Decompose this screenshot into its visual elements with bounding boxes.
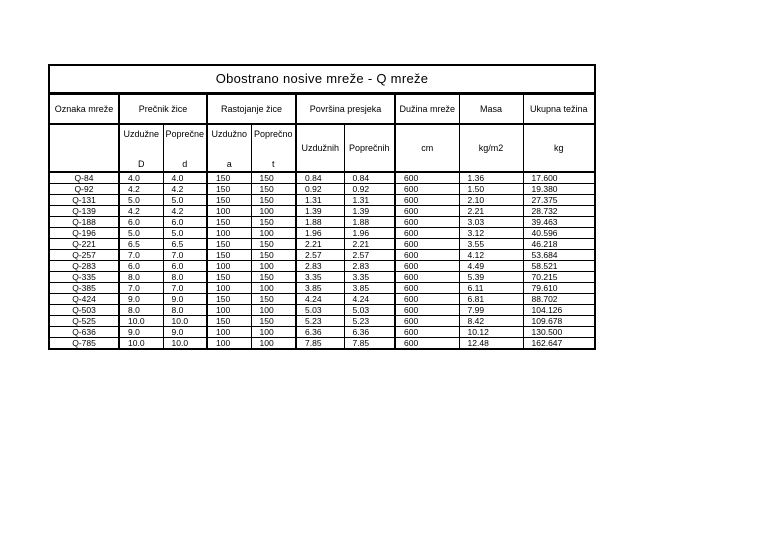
table-cell: 100 [207, 228, 251, 239]
table-cell: 150 [251, 316, 296, 327]
table-cell: 88.702 [523, 294, 594, 305]
table-row [50, 283, 594, 294]
table-cell: 7.85 [344, 338, 395, 349]
table-cell: 100 [207, 305, 251, 316]
table-cell: 130.500 [523, 327, 594, 338]
table-cell: 100 [207, 327, 251, 338]
table-cell: 5.03 [296, 305, 344, 316]
symbol-a: a [226, 159, 232, 169]
table-cell: 100 [207, 206, 251, 217]
table-cell: 2.57 [296, 250, 344, 261]
table-cell: Q-131 [50, 195, 119, 206]
mesh-table-sheet [48, 64, 596, 350]
table-cell: 10.0 [119, 316, 163, 327]
table-cell: 150 [207, 239, 251, 250]
table-cell: Q-188 [50, 217, 119, 228]
table-cell: 9.0 [119, 294, 163, 305]
table-cell: 7.0 [119, 283, 163, 294]
table-cell: 600 [395, 184, 459, 195]
subheader-duzina-unit: cm [395, 124, 459, 172]
table-cell: 12.48 [459, 338, 523, 349]
table-cell: 6.0 [163, 217, 207, 228]
label-uzduzno: Uzdužno [211, 129, 248, 139]
table-cell: 600 [395, 195, 459, 206]
table-cell: 6.0 [163, 261, 207, 272]
table-cell: 1.39 [296, 206, 344, 217]
table-cell: 4.49 [459, 261, 523, 272]
table-cell: 4.2 [163, 184, 207, 195]
table-title: Obostrano nosive mreže - Q mreže [50, 66, 594, 94]
table-cell: 150 [251, 217, 296, 228]
header-rastojanje: Rastojanje žice [207, 95, 296, 125]
table-cell: 7.0 [119, 250, 163, 261]
table-cell: 150 [207, 217, 251, 228]
table-cell: Q-257 [50, 250, 119, 261]
table-cell: 10.0 [119, 338, 163, 349]
table-cell: 58.521 [523, 261, 594, 272]
subheader-masa-unit: kg/m2 [459, 124, 523, 172]
table-cell: 600 [395, 338, 459, 349]
table-cell: 4.12 [459, 250, 523, 261]
table-row [50, 338, 594, 349]
table-cell: 40.596 [523, 228, 594, 239]
table-cell: 1.96 [344, 228, 395, 239]
table-cell: 600 [395, 217, 459, 228]
table-cell: 600 [395, 294, 459, 305]
table-cell: 150 [251, 239, 296, 250]
table-cell: 28.732 [523, 206, 594, 217]
table-cell: 4.2 [119, 184, 163, 195]
table-row [50, 239, 594, 250]
table-cell: 5.0 [119, 195, 163, 206]
table-cell: 8.0 [163, 305, 207, 316]
table-cell: 150 [207, 272, 251, 283]
table-cell: 104.126 [523, 305, 594, 316]
table-cell: 9.0 [119, 327, 163, 338]
table-cell: 2.21 [459, 206, 523, 217]
table-cell: 5.03 [344, 305, 395, 316]
table-cell: 600 [395, 261, 459, 272]
table-cell: 10.0 [163, 338, 207, 349]
table-cell: 3.03 [459, 217, 523, 228]
table-row [50, 195, 594, 206]
table-cell: 2.83 [296, 261, 344, 272]
table-cell: 150 [251, 184, 296, 195]
label-poprecne: Poprečne [165, 129, 205, 139]
table-cell: 1.96 [296, 228, 344, 239]
label-poprecno: Poprečno [254, 129, 293, 139]
table-cell: 7.0 [163, 250, 207, 261]
table-cell: 150 [251, 250, 296, 261]
table-cell: 150 [251, 272, 296, 283]
table-cell: 100 [251, 327, 296, 338]
table-cell: 6.5 [119, 239, 163, 250]
table-row [50, 228, 594, 239]
table-cell: 109.678 [523, 316, 594, 327]
subheader-rast-poprecno [251, 124, 296, 172]
table-row [50, 261, 594, 272]
table-cell: Q-424 [50, 294, 119, 305]
table-row [50, 217, 594, 228]
table-cell: 1.39 [344, 206, 395, 217]
table-cell: 150 [251, 195, 296, 206]
table-cell: 6.36 [296, 327, 344, 338]
table-cell: 600 [395, 316, 459, 327]
table-cell: 5.23 [344, 316, 395, 327]
table-cell: 0.92 [296, 184, 344, 195]
table-row [50, 305, 594, 316]
subheader-precnik-poprecne [163, 124, 207, 172]
table-cell: 9.0 [163, 327, 207, 338]
table-cell: 0.84 [344, 172, 395, 184]
table-cell: 19.380 [523, 184, 594, 195]
table-cell: 600 [395, 305, 459, 316]
table-cell: 17.600 [523, 172, 594, 184]
table-cell: 0.84 [296, 172, 344, 184]
table-cell: Q-503 [50, 305, 119, 316]
header-oznaka: Oznaka mreže [50, 95, 119, 125]
table-cell: 3.85 [296, 283, 344, 294]
table-cell: 4.0 [119, 172, 163, 184]
table-cell: 100 [251, 305, 296, 316]
table-row [50, 250, 594, 261]
table-cell: 3.85 [344, 283, 395, 294]
table-cell: Q-221 [50, 239, 119, 250]
table-cell: Q-785 [50, 338, 119, 349]
table-cell: 1.31 [344, 195, 395, 206]
table-row [50, 294, 594, 305]
table-row [50, 172, 594, 184]
table-cell: Q-283 [50, 261, 119, 272]
table-cell: 100 [251, 338, 296, 349]
table-cell: 150 [207, 195, 251, 206]
table-cell: 5.0 [119, 228, 163, 239]
table-row [50, 272, 594, 283]
table-cell: 2.83 [344, 261, 395, 272]
subheader-pov-poprecnih: Poprečnih [344, 124, 395, 172]
table-cell: 3.12 [459, 228, 523, 239]
table-cell: 39.463 [523, 217, 594, 228]
header-precnik: Prečnik žice [119, 95, 207, 125]
table-row [50, 184, 594, 195]
table-cell: 600 [395, 327, 459, 338]
table-cell: 100 [207, 338, 251, 349]
table-cell: 7.0 [163, 283, 207, 294]
table-cell: 79.610 [523, 283, 594, 294]
table-cell: 9.0 [163, 294, 207, 305]
table-cell: 150 [251, 172, 296, 184]
table-cell: 8.0 [119, 272, 163, 283]
table-cell: Q-335 [50, 272, 119, 283]
table-cell: 6.5 [163, 239, 207, 250]
table-cell: Q-636 [50, 327, 119, 338]
table-cell: Q-139 [50, 206, 119, 217]
table-cell: 5.39 [459, 272, 523, 283]
symbol-d: d [182, 159, 188, 169]
table-cell: 70.215 [523, 272, 594, 283]
table-cell: 8.42 [459, 316, 523, 327]
table-cell: 1.36 [459, 172, 523, 184]
table-cell: 100 [251, 206, 296, 217]
table-cell: 150 [207, 316, 251, 327]
table-cell: 100 [207, 261, 251, 272]
table-cell: 2.21 [344, 239, 395, 250]
table-cell: 150 [207, 172, 251, 184]
table-cell: 7.99 [459, 305, 523, 316]
subheader-tezina-unit: kg [523, 124, 594, 172]
mesh-table [50, 94, 594, 348]
table-cell: 600 [395, 239, 459, 250]
table-cell: 150 [207, 250, 251, 261]
table-cell: 3.55 [459, 239, 523, 250]
header-row [50, 95, 594, 125]
table-cell: 10.0 [163, 316, 207, 327]
table-cell: Q-92 [50, 184, 119, 195]
table-cell: 600 [395, 172, 459, 184]
table-cell: Q-385 [50, 283, 119, 294]
table-cell: 3.35 [296, 272, 344, 283]
table-cell: 10.12 [459, 327, 523, 338]
table-row [50, 316, 594, 327]
table-cell: 53.684 [523, 250, 594, 261]
table-cell: 6.11 [459, 283, 523, 294]
table-cell: 162.647 [523, 338, 594, 349]
table-cell: 27.375 [523, 195, 594, 206]
table-cell: 600 [395, 228, 459, 239]
table-cell: 2.21 [296, 239, 344, 250]
table-cell: 1.88 [344, 217, 395, 228]
table-cell: 5.0 [163, 228, 207, 239]
table-cell: 150 [207, 294, 251, 305]
table-cell: 0.92 [344, 184, 395, 195]
table-cell: 1.31 [296, 195, 344, 206]
table-cell: 600 [395, 272, 459, 283]
table-cell: 4.2 [163, 206, 207, 217]
table-cell: 600 [395, 283, 459, 294]
table-cell: Q-196 [50, 228, 119, 239]
header-masa: Masa [459, 95, 523, 125]
header-tezina: Ukupna težina [523, 95, 594, 125]
table-cell: 7.85 [296, 338, 344, 349]
table-cell: 2.57 [344, 250, 395, 261]
table-cell: 150 [207, 184, 251, 195]
table-cell: 6.36 [344, 327, 395, 338]
table-cell: 8.0 [119, 305, 163, 316]
table-row [50, 327, 594, 338]
table-cell: 4.24 [296, 294, 344, 305]
table-cell: 3.35 [344, 272, 395, 283]
table-cell: 4.24 [344, 294, 395, 305]
symbol-D: D [138, 159, 145, 169]
table-cell: 8.0 [163, 272, 207, 283]
subheader-oznaka-empty [50, 124, 119, 172]
table-cell: 100 [251, 283, 296, 294]
table-cell: 1.50 [459, 184, 523, 195]
table-cell: 150 [251, 294, 296, 305]
table-cell: 6.0 [119, 217, 163, 228]
subheader-precnik-uzduzne [119, 124, 163, 172]
table-cell: 5.0 [163, 195, 207, 206]
table-cell: Q-84 [50, 172, 119, 184]
table-cell: Q-525 [50, 316, 119, 327]
table-cell: 4.2 [119, 206, 163, 217]
table-cell: 6.81 [459, 294, 523, 305]
header-duzina: Dužina mreže [395, 95, 459, 125]
header-povrsina: Površina presjeka [296, 95, 395, 125]
symbol-t: t [272, 159, 275, 169]
subheader-row [50, 124, 594, 172]
table-cell: 1.88 [296, 217, 344, 228]
table-cell: 6.0 [119, 261, 163, 272]
table-cell: 2.10 [459, 195, 523, 206]
table-cell: 600 [395, 206, 459, 217]
table-cell: 100 [251, 261, 296, 272]
table-cell: 4.0 [163, 172, 207, 184]
table-cell: 600 [395, 250, 459, 261]
table-row [50, 206, 594, 217]
label-uzduzne: Uzdužne [123, 129, 160, 139]
table-cell: 5.23 [296, 316, 344, 327]
table-cell: 100 [251, 228, 296, 239]
table-cell: 100 [207, 283, 251, 294]
table-cell: 46.218 [523, 239, 594, 250]
subheader-rast-uzduzno [207, 124, 251, 172]
subheader-pov-uzduznih: Uzdužnih [296, 124, 344, 172]
